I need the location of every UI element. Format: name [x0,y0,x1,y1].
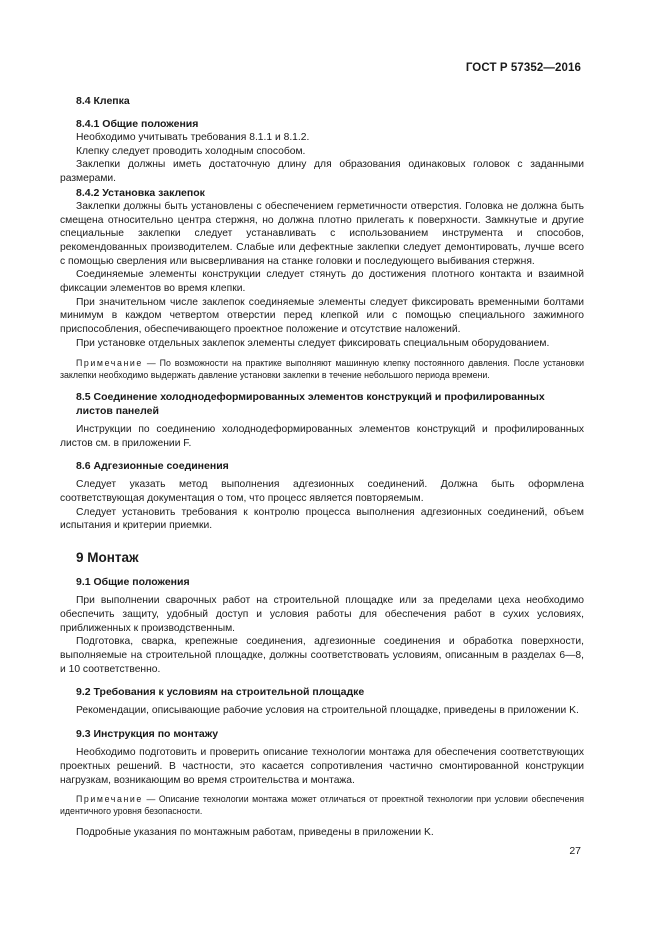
section-9-1-title: 9.1 Общие положения [76,576,190,589]
page-content [60,94,584,839]
note-label: Примечание [76,357,143,368]
section-9-title: 9 Монтаж [76,550,139,566]
note-label: Примечание [76,794,143,805]
note-text: — По возможности на практике выполняют машинную клепку постоянного давления. После установки заклепки необходимо выдержать давление установки заклепки в течение небольшого периода времени. [60,357,584,380]
paragraph: Следует указать метод выполнения адгезионных соединений. Должна быть оформлена соответствующая документация о том, что процесс является повторяемым. [60,479,584,505]
paragraph: Необходимо подготовить и проверить описание технологии монтажа для обеспечения соответствующих проектных решений. В частности, это касается сопротивления частично смонтированной конструкции нагрузкам, возникающим во время строительства и монтажа. [60,747,584,786]
paragraph: Рекомендации, описывающие рабочие условия на строительной площадке, приведены в приложении K. [76,705,579,717]
paragraph: Заклепки должны иметь достаточную длину для образования одинаковых головок с заданными размерами. [60,159,584,185]
note [60,357,584,381]
note-text: — Описание технологии монтажа может отличаться от проектной технологии при условии обеспечения идентичного уровня безопасности. [60,794,584,817]
paragraph: Инструкции по соединению холоднодеформированных элементов конструкций и профилированных листов см. в приложении F. [60,423,584,449]
paragraph: При установке отдельных заклепок элементы следует фиксировать специальным оборудованием. [76,337,550,349]
page-number: 27 [569,845,581,857]
paragraph: Подготовка, сварка, крепежные соединения, адгезионные соединения и обработка поверхности, выполняемые на строительной площадке, должны соответствовать условиям, описанным в разделах 6—8, и 10 соответственно. [60,636,584,675]
section-9-2-title: 9.2 Требования к условиям на строительной площадке [76,686,365,699]
section-8-4-1-title: 8.4.1 Общие положения [76,118,199,130]
paragraph: Клепку следует проводить холодным способом. [76,145,306,157]
paragraph: При выполнении сварочных работ на строительной площадке или за пределами цеха необходимо обеспечить защиту, удобный доступ и условия работы для обеспечения работ в сухих условиях, приближенных к производственным. [60,595,584,634]
section-8-4-2-title: 8.4.2 Установка заклепок [76,186,205,199]
note [60,793,584,817]
paragraph: Подробные указания по монтажным работам, приведены в приложении K. [76,826,434,838]
section-8-5-title: 8.5 Соединение холоднодеформированных элементов конструкций и профилированных листов панелей [76,390,545,417]
paragraph: При значительном числе заклепок соединяемые элементы следует фиксировать временными болтами минимум в каждом четвертом отверстии перед клепкой или с помощью специального зажимного приспособления, обеспечивающего проектное положение и отсутствие наложений. [60,296,584,336]
paragraph: Соединяемые элементы конструкции следует стянуть до достижения плотного контакта и взаимной фиксации элементов во время клепки. [60,269,584,295]
doc-header: ГОСТ Р 57352—2016 [465,62,581,74]
section-9-3-title: 9.3 Инструкция по монтажу [76,728,219,741]
section-8-6-title: 8.6 Адгезионные соединения [76,460,229,473]
paragraph: Следует установить требования к контролю процесса выполнения адгезионных соединений, объем испытания и критерии приемки. [60,506,584,532]
section-8-4-title: 8.4 Клепка [76,95,130,107]
paragraph: Необходимо учитывать требования 8.1.1 и 8.1.2. [76,132,310,143]
paragraph: Заклепки должны быть установлены с обеспечением герметичности отверстия. Головка не должна быть смещена относительно центра стержня, но должна плотно прилегать к поверхности. Замкнутые и другие специальные заклепки следует устанавливать с использованием инструмента и способов, рекомендованных производителем. Слабые или дефектные заклепки следует демонтировать, лучше всего с помощью сверления или высверливания на станке головки и последующего выбивания стержня. [60,200,584,267]
